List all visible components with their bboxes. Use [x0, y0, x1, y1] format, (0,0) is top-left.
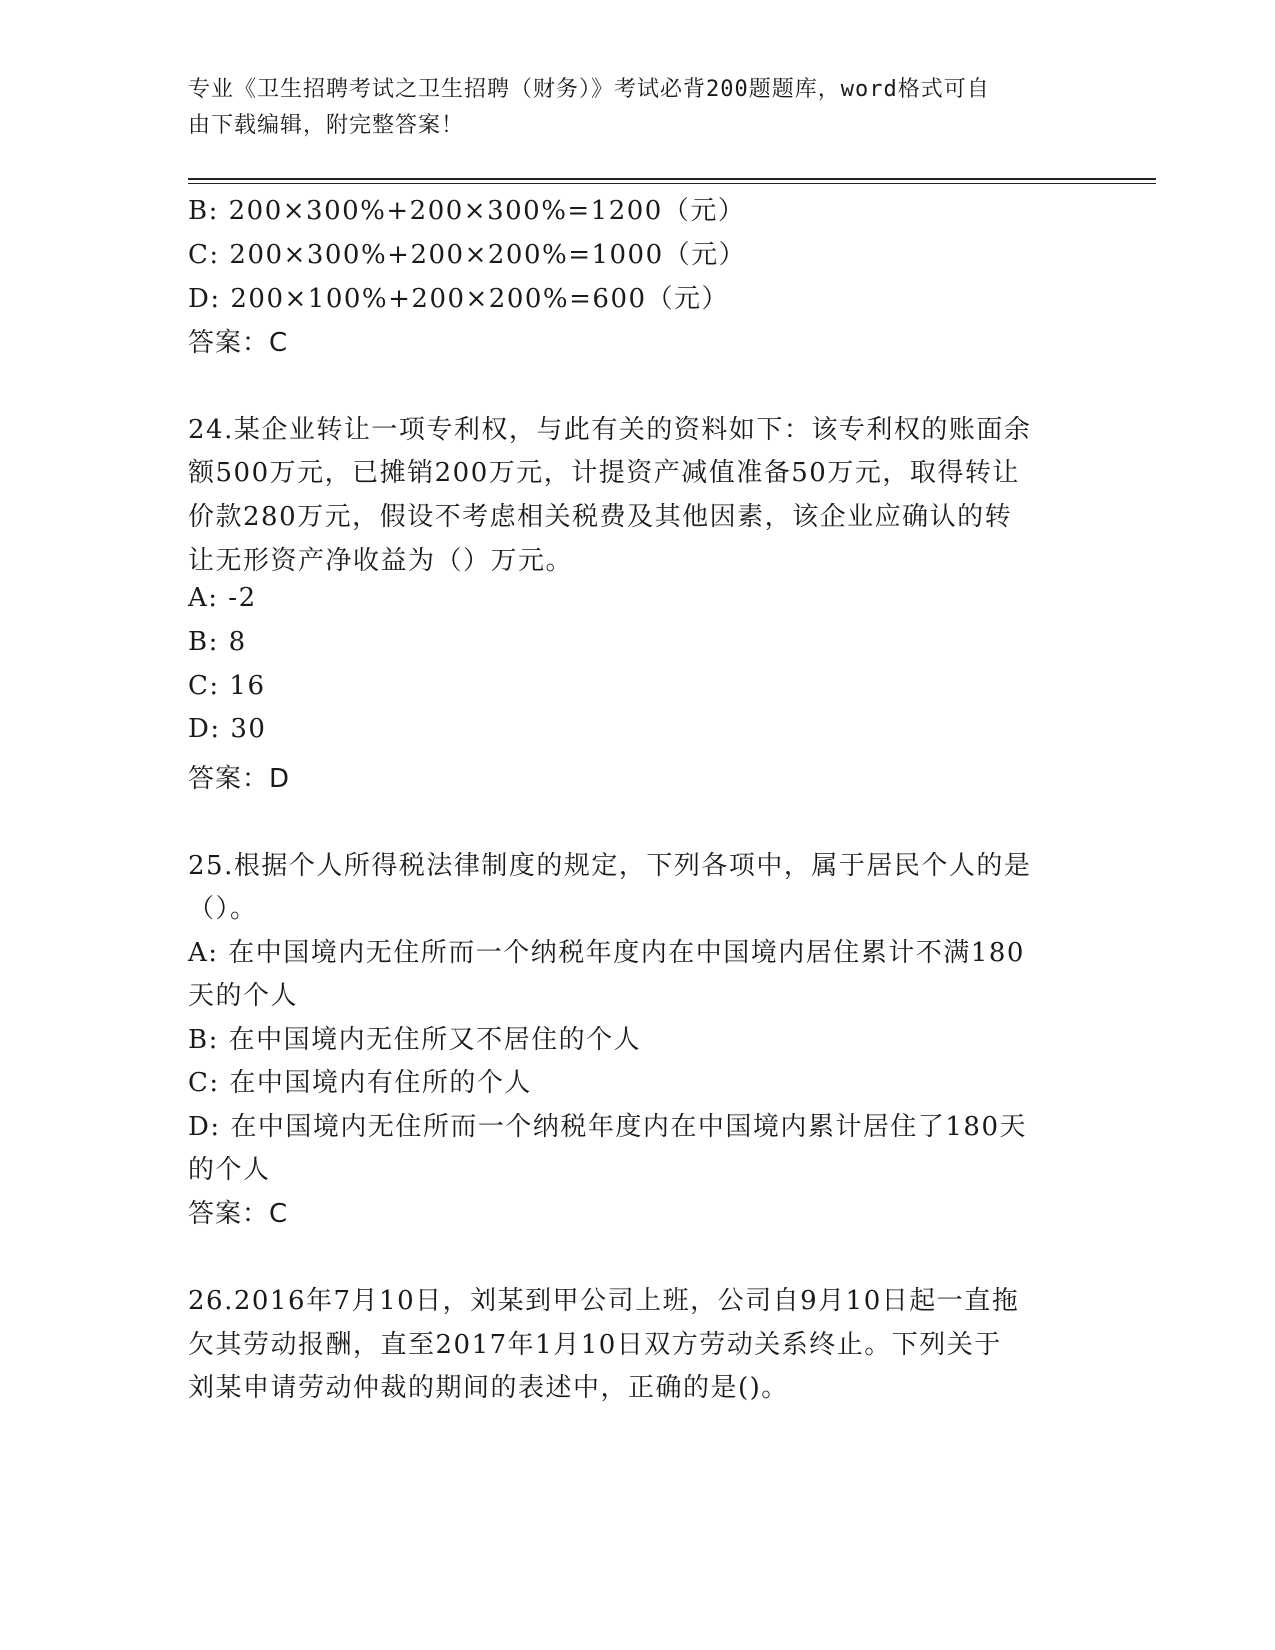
q26-stem-line-3: 刘某申请劳动仲裁的期间的表述中，正确的是()。 — [188, 1373, 789, 1403]
q26-stem-line-2: 欠其劳动报酬，直至2017年1月10日双方劳动关系终止。下列关于 — [188, 1330, 1002, 1360]
q25-option-a-line-1: A: 在中国境内无住所而一个纳税年度内在中国境内居住累计不满180 — [188, 938, 1025, 968]
q25-option-b: B: 在中国境内无住所又不居住的个人 — [188, 1025, 642, 1055]
q24-option-a: A: -2 — [188, 583, 257, 613]
document-header — [188, 72, 1068, 144]
q25-stem-line-2: （）。 — [188, 894, 258, 924]
q25-option-a-line-2: 天的个人 — [188, 981, 299, 1011]
header-divider-thick — [188, 178, 1156, 180]
q24-stem-line-1: 24.某企业转让一项专利权，与此有关的资料如下：该专利权的账面余 — [188, 415, 1032, 445]
q24-stem-line-2: 额500万元，已摊销200万元，计提资产减值准备50万元，取得转让 — [188, 458, 1020, 488]
q24-option-c: C: 16 — [188, 671, 266, 701]
header-divider-thin — [188, 183, 1156, 184]
q25-option-c: C: 在中国境内有住所的个人 — [188, 1068, 532, 1098]
q25-option-d-line-2: 的个人 — [188, 1155, 271, 1185]
q23-answer: 答案：C — [188, 328, 289, 358]
header-line-2: 由下载编辑，附完整答案！ — [188, 113, 465, 138]
q24-option-d: D: 30 — [188, 714, 267, 744]
q25-stem-line-1: 25.根据个人所得税法律制度的规定，下列各项中，属于居民个人的是 — [188, 851, 1032, 881]
q23-option-b: B: 200×300%+200×300%=1200（元） — [188, 196, 746, 226]
q23-option-d: D: 200×100%+200×200%=600（元） — [188, 284, 730, 314]
q25-option-d-line-1: D: 在中国境内无住所而一个纳税年度内在中国境内累计居住了180天 — [188, 1112, 1027, 1142]
q24-answer: 答案：D — [188, 764, 291, 794]
q24-stem-line-3: 价款280万元，假设不考虑相关税费及其他因素，该企业应确认的转 — [188, 502, 1013, 532]
header-line-1: 专业《卫生招聘考试之卫生招聘（财务）》考试必背200题题库，word格式可自 — [188, 77, 990, 102]
q24-option-b: B: 8 — [188, 627, 247, 657]
q24-stem-line-4: 让无形资产净收益为（）万元。 — [188, 546, 574, 576]
q25-answer: 答案：C — [188, 1199, 289, 1229]
q26-stem-line-1: 26.2016年7月10日，刘某到甲公司上班，公司自9月10日起一直拖 — [188, 1286, 1020, 1316]
q23-option-c: C: 200×300%+200×200%=1000（元） — [188, 240, 747, 270]
